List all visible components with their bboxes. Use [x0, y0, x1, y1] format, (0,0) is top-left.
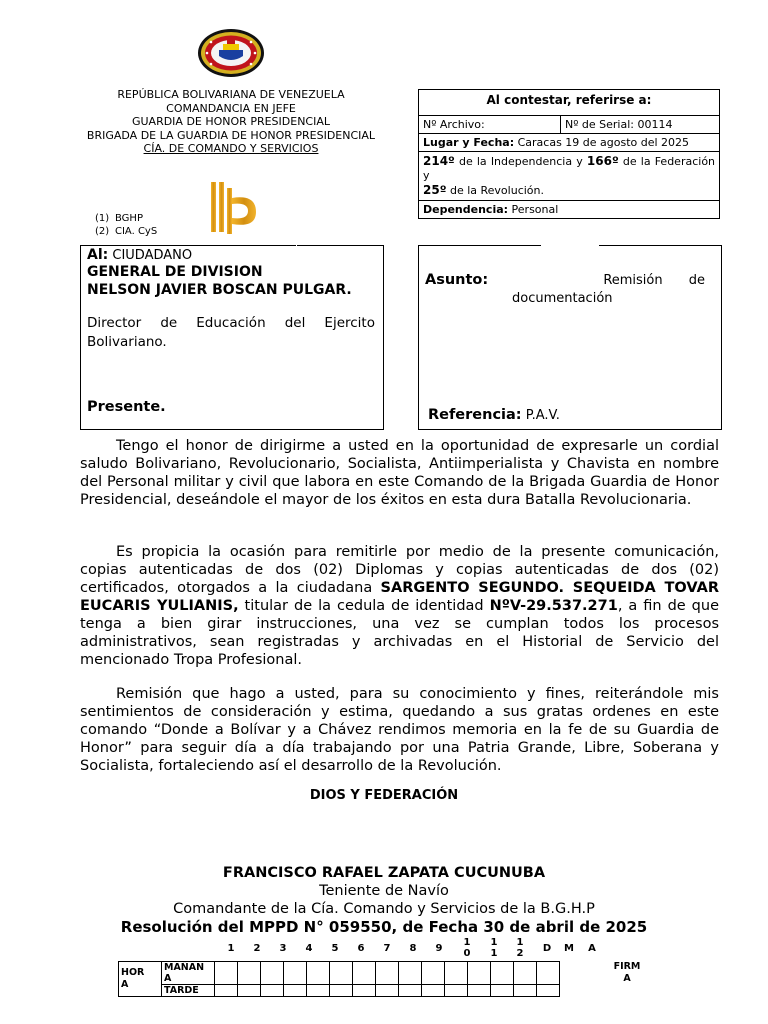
column-number: 5: [331, 943, 339, 954]
archivo-field: Nº Archivo:: [419, 116, 561, 134]
grid-cell[interactable]: [491, 962, 514, 985]
hora-label: HOR A: [119, 962, 162, 997]
grid-cell[interactable]: [307, 985, 330, 997]
independence-years: 214º de la Independencia y 166º de la Federación y 25º de la Revolución.: [419, 152, 720, 201]
grid-cell[interactable]: [307, 962, 330, 985]
grid-cell[interactable]: [261, 985, 284, 997]
referencia-value: P.A.V.: [525, 408, 560, 423]
signer-resolution: Resolución del MPPD N° 059550, de Fecha 30 de abril de 2025: [120, 918, 648, 936]
al-label: Al:: [87, 247, 109, 263]
grid-cell[interactable]: [215, 962, 238, 985]
grid-cell[interactable]: [399, 962, 422, 985]
column-letter: M: [564, 943, 574, 954]
distribution-item: (2) CIA. CyS: [95, 226, 158, 237]
grid-cell[interactable]: [399, 985, 422, 997]
closing-motto: DIOS Y FEDERACIÓN: [309, 788, 459, 803]
asunto-block: [425, 272, 705, 306]
firma-label: FIRM A: [613, 961, 641, 984]
grid-cell[interactable]: [422, 985, 445, 997]
column-number: 3: [279, 943, 287, 954]
recipient-position: Director de Educación del Ejercito Bolivariano.: [87, 315, 375, 350]
presente-label: Presente.: [87, 399, 166, 415]
column-letter: D: [542, 943, 552, 954]
column-number: 7: [383, 943, 391, 954]
header-line: GUARDIA DE HONOR PRESIDENCIAL: [131, 115, 331, 128]
grid-cell[interactable]: [491, 985, 514, 997]
signer-name: FRANCISCO RAFAEL ZAPATA CUCUNUBA: [222, 865, 546, 881]
grid-cell[interactable]: [261, 962, 284, 985]
grid-cell[interactable]: [330, 985, 353, 997]
header-line: BRIGADA DE LA GUARDIA DE HONOR PRESIDENCIAL: [86, 128, 376, 142]
time-grid-header: [80, 937, 720, 963]
grid-cell[interactable]: [514, 985, 537, 997]
grid-cell[interactable]: [215, 985, 238, 997]
manana-label: MAÑAN A: [162, 962, 215, 985]
citizen-name: SARGENTO SEGUNDO. SEQUEIDA TOVAR EUCARIS YULIANIS,: [80, 580, 719, 614]
signer-position: Comandante de la Cía. Comando y Servicios de la B.G.H.P: [173, 901, 595, 917]
column-number: 1: [227, 943, 235, 954]
institution-header: [80, 88, 382, 156]
column-number: 1 2: [516, 937, 524, 959]
id-number: NºV-29.537.271: [489, 598, 618, 614]
grid-cell[interactable]: [537, 962, 560, 985]
header-line: REPÚBLICA BOLIVARIANA DE VENEZUELA: [117, 88, 345, 101]
recipient-block: [87, 247, 375, 352]
lugar-fecha-field: Lugar y Fecha: Caracas 19 de agosto del 2025: [419, 134, 720, 152]
signer-rank: Teniente de Navío: [319, 883, 449, 899]
reference-box: [418, 89, 720, 219]
signature-block: [80, 864, 688, 936]
grid-cell[interactable]: [468, 962, 491, 985]
tarde-label: TARDE: [162, 985, 215, 997]
serial-field: Nº de Serial: 00114: [561, 116, 720, 134]
grid-cell[interactable]: [468, 985, 491, 997]
grid-cell[interactable]: [238, 985, 261, 997]
asunto-label: Asunto:: [425, 272, 489, 288]
grid-cell[interactable]: [284, 962, 307, 985]
grid-cell[interactable]: [353, 985, 376, 997]
dependencia-field: Dependencia: Personal: [419, 201, 720, 219]
grid-cell[interactable]: [445, 962, 468, 985]
column-number: 1 1: [490, 937, 498, 959]
referencia-label: Referencia:: [428, 407, 522, 423]
al-value: CIUDADANO: [112, 248, 193, 263]
body-paragraph-1: Tengo el honor de dirigirme a usted en la oportunidad de expresarle un cordial saludo Bolivariano, Revolucionario, Socialista, Antiimperialista y Chavista en nombre del Personal militar y civil que labora en este Comando de la Brigada Guardia de Honor Presidencial, deseándole el mayor de los éxitos en esta dura Batalla Revolucionaria.: [80, 438, 719, 508]
asunto-value: Remisión de: [603, 273, 705, 288]
brigade-logo-icon: [207, 180, 259, 234]
body-paragraph-3: Remisión que hago a usted, para su conocimiento y fines, reiterándole mis sentimientos de consideración y estima, quedando a sus gratas ordenes en este comando “Donde a Bolívar y a Chávez rendimos memoria en la fe de su Guardia de Honor” para seguir día a día trabajando por una Patria Grande, Libre, Soberana y Socialista, fortaleciendo así el desarrollo de la Revolución.: [80, 686, 719, 774]
time-grid: [118, 961, 560, 997]
header-line-underlined: CÍA. DE COMANDO Y SERVICIOS: [143, 142, 319, 155]
grid-cell[interactable]: [376, 985, 399, 997]
grid-cell[interactable]: [422, 962, 445, 985]
grid-cell[interactable]: [353, 962, 376, 985]
grid-cell[interactable]: [284, 985, 307, 997]
column-number: 6: [357, 943, 365, 954]
grid-cell[interactable]: [238, 962, 261, 985]
grid-cell[interactable]: [537, 985, 560, 997]
header-line: COMANDANCIA EN JEFE: [166, 101, 296, 115]
column-number: 1 0: [463, 937, 471, 959]
column-letter: A: [588, 943, 596, 954]
distribution-item: (1) BGHP: [95, 213, 143, 224]
body-paragraph-2: Es propicia la ocasión para remitirle por medio de la presente comunicación, copias autenticadas de dos (02) Diplomas y copias autenticadas de dos (02) certificados, otorgados a la ciudadana SARGENTO SEGUNDO. SEQUEIDA TOVAR EUCARIS YULIANIS, titular de la cedula de identidad NºV-29.537.271, a fin de que tenga a bien girar instrucciones, una vez se cumplan todos los procesos administrativos, sean registradas y archivadas en el Historial de Servicio del mencionado Tropa Profesional.: [80, 544, 719, 668]
national-seal-icon: [197, 28, 265, 78]
grid-cell[interactable]: [445, 985, 468, 997]
column-number: 9: [435, 943, 443, 954]
asunto-value-2: documentación: [512, 291, 613, 306]
grid-cell[interactable]: [376, 962, 399, 985]
column-number: 8: [409, 943, 417, 954]
grid-cell[interactable]: [330, 962, 353, 985]
column-number: 4: [305, 943, 313, 954]
grid-cell[interactable]: [514, 962, 537, 985]
recipient-rank: GENERAL DE DIVISION: [87, 264, 263, 280]
distribution-list: [95, 212, 157, 238]
recipient-name: NELSON JAVIER BOSCAN PULGAR.: [87, 282, 352, 298]
column-number: 2: [253, 943, 261, 954]
referencia-block: [428, 407, 560, 423]
reference-box-title: Al contestar, referirse a:: [419, 90, 720, 116]
